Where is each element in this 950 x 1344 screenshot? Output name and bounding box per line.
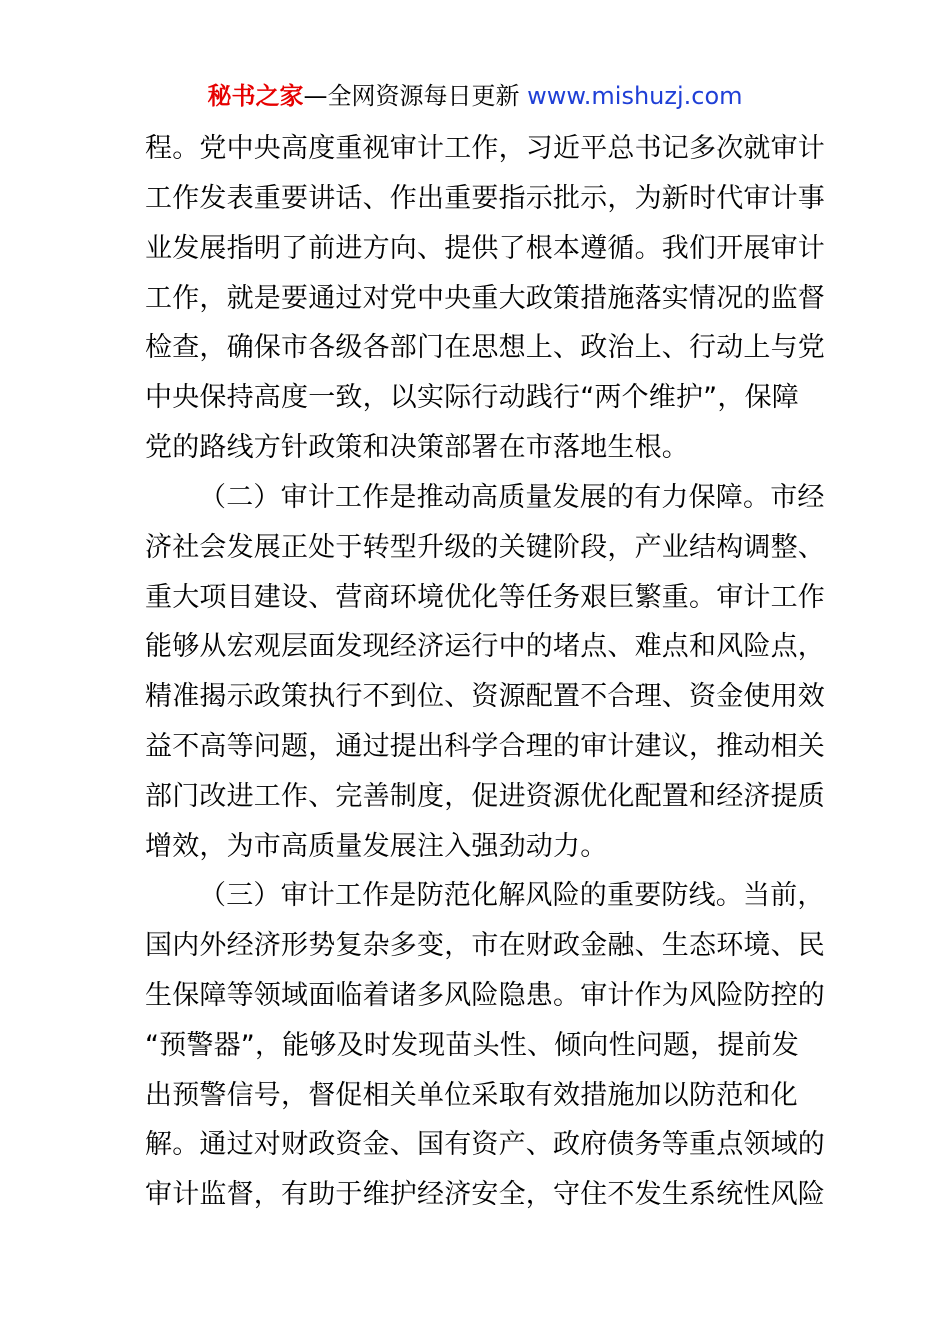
text-line: 增效，为市高质量发展注入强劲动力。 (145, 831, 608, 862)
text-line: 工作发表重要讲话、作出重要指示批示，为新时代审计事 (145, 183, 825, 214)
paragraph-heading-3: （三）审计工作是防范化解风险的重要防线。当前， (199, 880, 825, 911)
text-line: 重大项目建设、营商环境优化等任务艰巨繁重。审计工作 (145, 582, 825, 613)
text-line: 生保障等领域面临着诸多风险隐患。审计作为风险防控的 (145, 980, 825, 1011)
text-line: 益不高等问题，通过提出科学合理的审计建议，推动相关 (145, 731, 825, 762)
text-line: 程。党中央高度重视审计工作，习近平总书记多次就审计 (145, 133, 825, 164)
text-line: 业发展指明了前进方向、提供了根本遵循。我们开展审计 (145, 233, 825, 264)
text-line: “预警器”，能够及时发现苗头性、倾向性问题，提前发 (145, 1030, 799, 1061)
text-line: 出预警信号，督促相关单位采取有效措施加以防范和化 (145, 1080, 798, 1111)
site-url-link[interactable]: www.mishuzj.com (527, 82, 743, 110)
text-line: 济社会发展正处于转型升级的关键阶段，产业结构调整、 (145, 532, 825, 563)
text-line: 审计监督，有助于维护经济安全，守住不发生系统性风险 (145, 1179, 825, 1210)
text-line: 国内外经济形势复杂多变，市在财政金融、生态环境、民 (145, 930, 825, 961)
text-line: 能够从宏观层面发现经济运行中的堵点、难点和风险点， (145, 631, 825, 662)
text-line: 党的路线方针政策和决策部署在市落地生根。 (145, 432, 689, 463)
header-tagline: —全网资源每日更新 (303, 82, 520, 110)
text-line: 工作，就是要通过对党中央重大政策措施落实情况的监督 (145, 283, 825, 314)
text-line: 解。通过对财政资金、国有资产、政府债务等重点领域的 (145, 1129, 825, 1160)
brand-name: 秘书之家 (207, 82, 304, 110)
paragraph-heading-2: （二）审计工作是推动高质量发展的有力保障。市经 (199, 482, 825, 513)
text-line: 精准揭示政策执行不到位、资源配置不合理、资金使用效 (145, 681, 825, 712)
text-line: 检查，确保市各级各部门在思想上、政治上、行动上与党 (145, 332, 825, 363)
text-line: 部门改进工作、完善制度，促进资源优化配置和经济提质 (145, 781, 825, 812)
site-header (0, 80, 950, 112)
text-line: 中央保持高度一致，以实际行动践行“两个维护”，保障 (145, 382, 799, 413)
